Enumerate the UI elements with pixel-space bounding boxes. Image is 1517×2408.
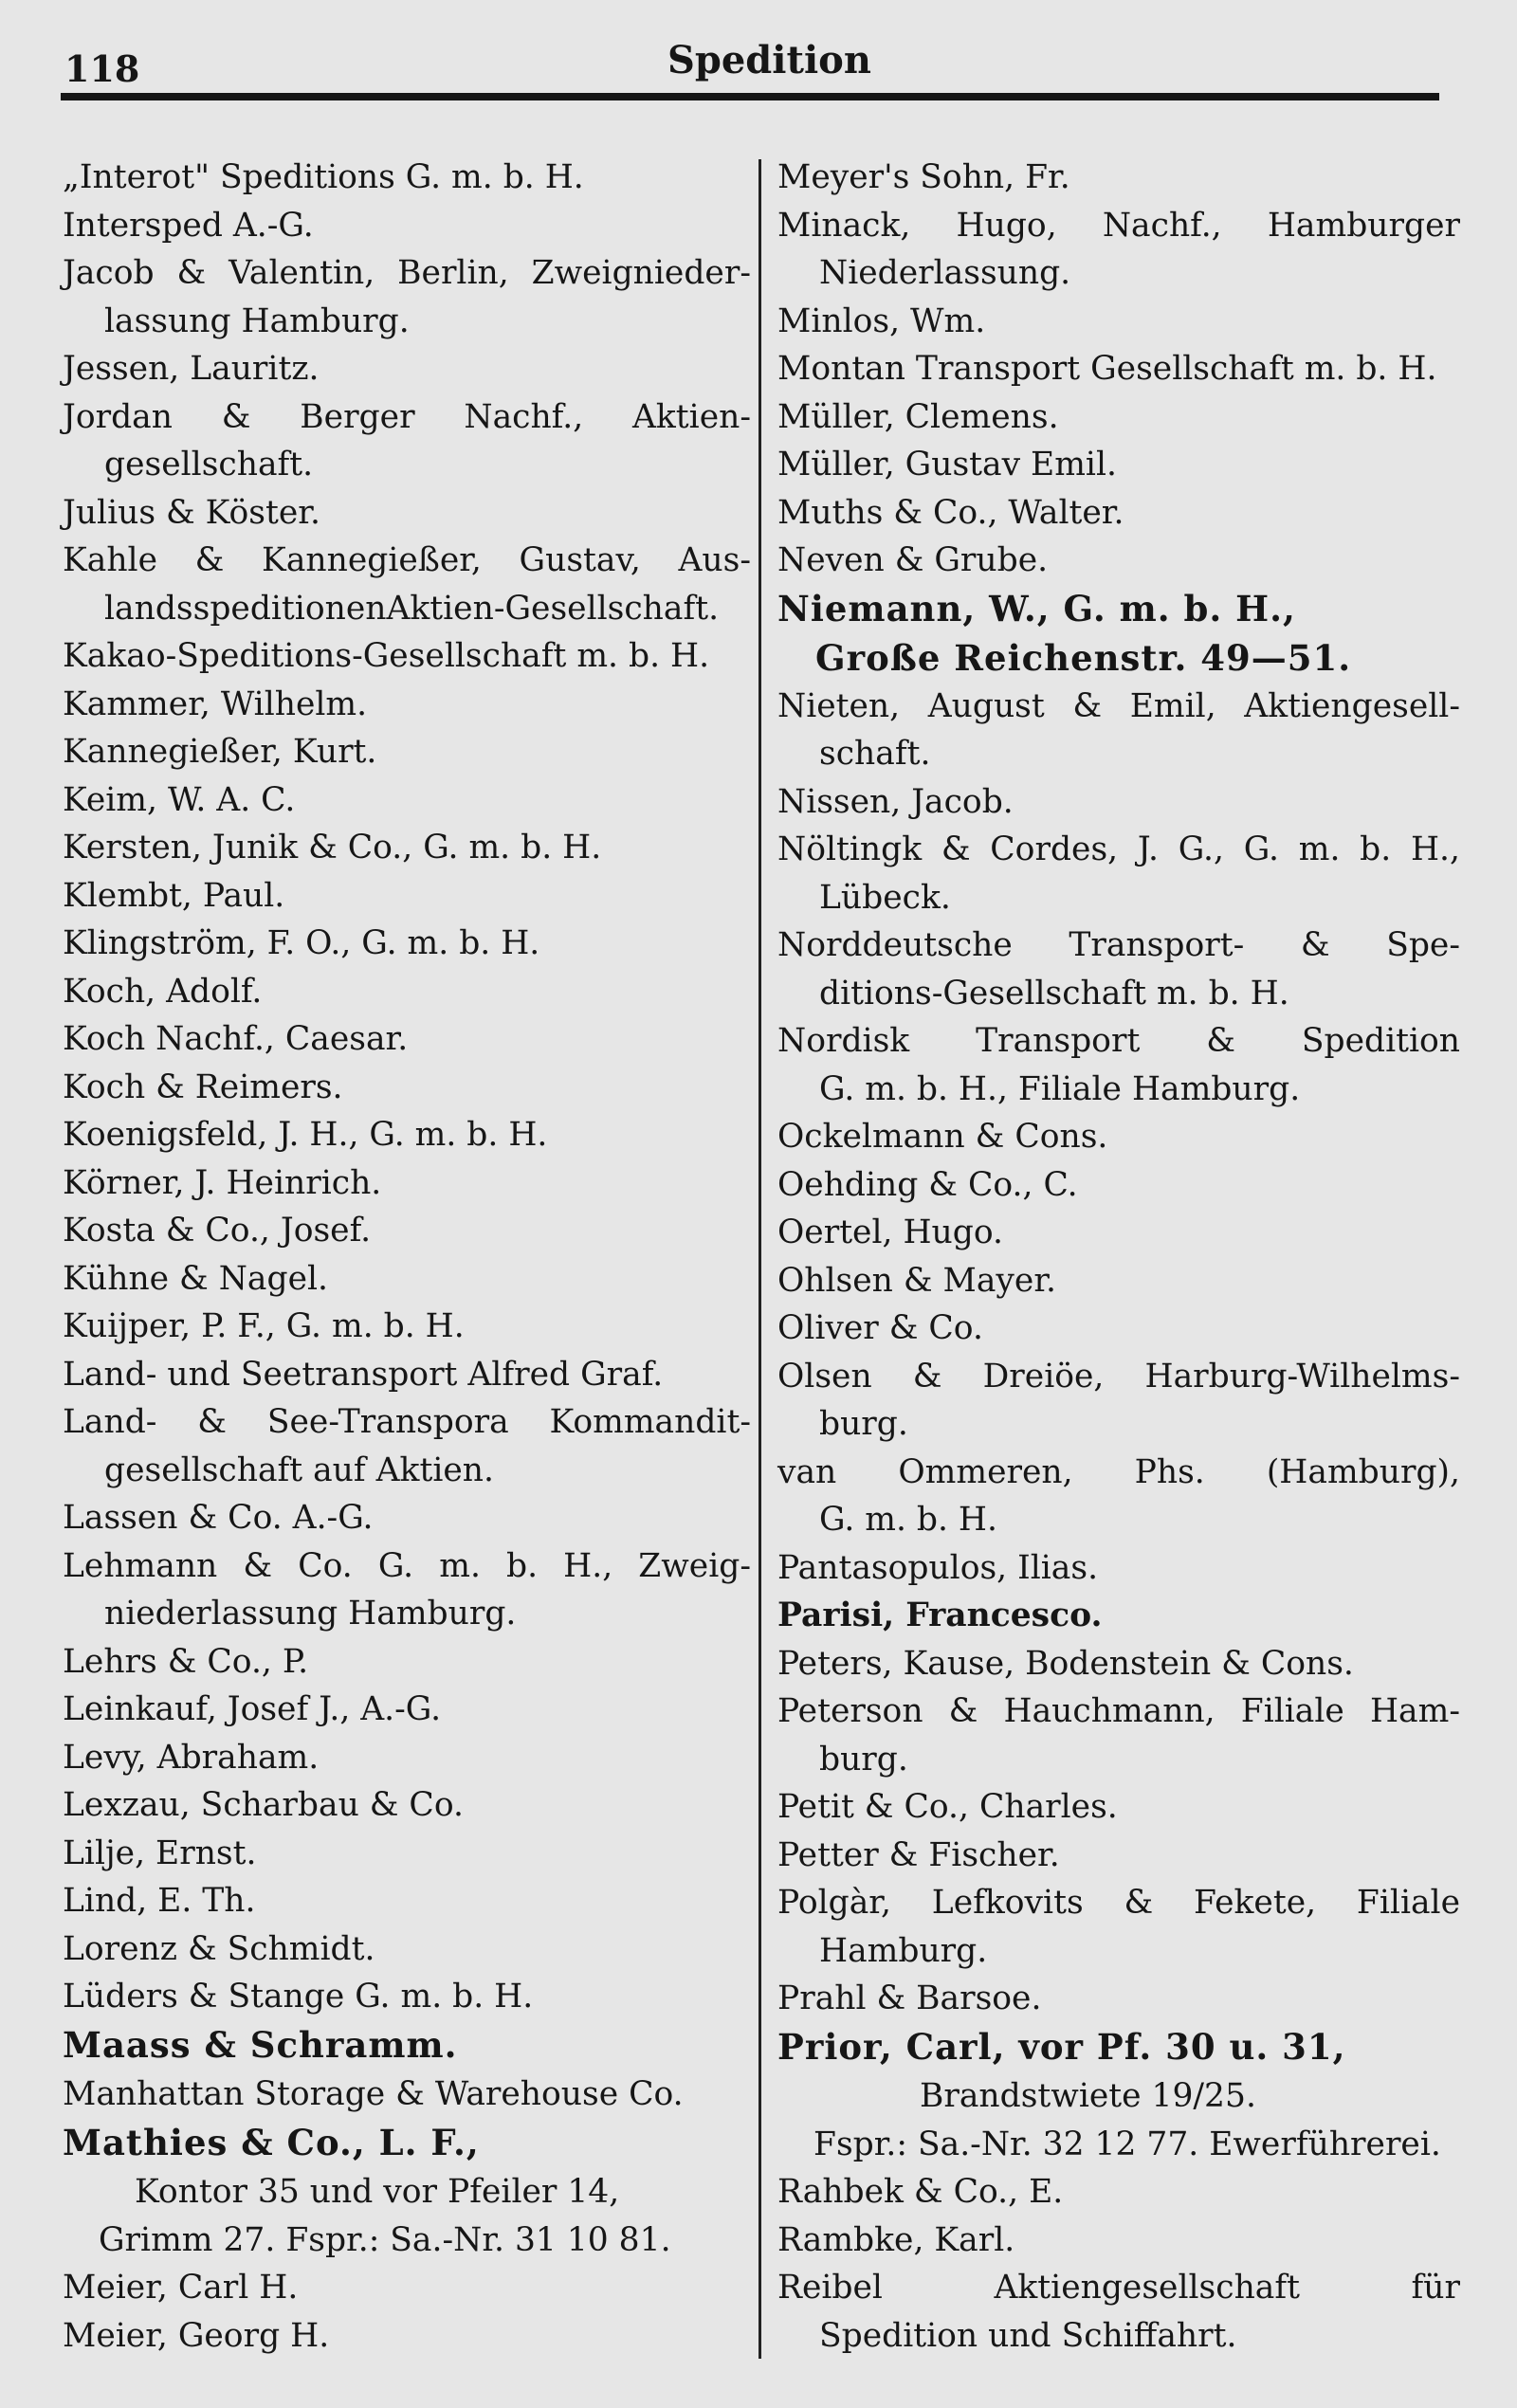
directory-entry <box>63 154 751 202</box>
entry-continuation: burg. <box>819 1405 908 1443</box>
entry-address-line: Brandstwiete 19/25. <box>920 2077 1256 2115</box>
directory-entry <box>63 968 751 1016</box>
directory-entry <box>63 2264 751 2312</box>
directory-entry <box>777 1592 1460 1640</box>
directory-entry <box>63 1877 751 1925</box>
entry-name: Lehrs & Co., P. <box>63 1642 309 1681</box>
directory-entry <box>63 393 751 489</box>
entry-name: Rambke, Karl. <box>777 2220 1015 2259</box>
page-header <box>61 34 1439 100</box>
directory-entry <box>63 1159 751 1208</box>
directory-entry <box>63 1542 751 1638</box>
entry-name: Prior, Carl, vor Pf. 30 u. 31, <box>777 2025 1346 2068</box>
directory-entry <box>63 489 751 538</box>
entry-name: Leinkauf, Josef J., A.-G. <box>63 1690 442 1728</box>
directory-entry <box>63 681 751 729</box>
entry-name: Körner, J. Heinrich. <box>63 1163 382 1202</box>
directory-entry <box>63 1830 751 1878</box>
entry-name: Lexzau, Scharbau & Co. <box>63 1786 464 1824</box>
entry-name: Norddeutsche Transport- & Spe- <box>777 926 1460 964</box>
entry-continuation: schaft. <box>819 735 931 773</box>
entry-name: Land- und Seetransport Alfred Graf. <box>63 1355 664 1394</box>
header-rule <box>61 93 1439 100</box>
directory-entry <box>63 1925 751 1974</box>
directory-entry <box>63 728 751 776</box>
entry-name: Pantasopulos, Ilias. <box>777 1548 1099 1587</box>
directory-entry <box>777 826 1460 921</box>
directory-entry <box>777 585 1460 683</box>
directory-entry <box>63 345 751 393</box>
entry-name: Montan Transport Gesellschaft m. b. H. <box>777 350 1437 388</box>
directory-entry <box>63 1398 751 1494</box>
directory-entry <box>777 2023 1460 2169</box>
directory-entry <box>63 1064 751 1112</box>
entry-name: Niemann, W., G. m. b. H., <box>777 587 1296 629</box>
entry-name: Polgàr, Lefkovits & Fekete, Filiale <box>777 1884 1460 1922</box>
directory-entry <box>777 1449 1460 1544</box>
entry-name: Koch, Adolf. <box>63 972 263 1011</box>
directory-entry <box>777 1879 1460 1975</box>
directory-entry <box>777 1017 1460 1113</box>
entry-name: Müller, Clemens. <box>777 397 1059 436</box>
entry-name: „Interot" Speditions G. m. b. H. <box>63 158 584 196</box>
entry-name: Maass & Schramm. <box>63 2023 458 2066</box>
entry-name: Lassen & Co. A.-G. <box>63 1499 374 1537</box>
entry-name: Klembt, Paul. <box>63 876 285 915</box>
entry-address-line: Grimm 27. Fspr.: Sa.-Nr. 31 10 81. <box>99 2220 671 2259</box>
entry-name: Kammer, Wilhelm. <box>63 684 368 723</box>
directory-entry <box>777 154 1460 202</box>
directory-entry <box>63 2119 751 2265</box>
directory-entry <box>777 2264 1460 2360</box>
directory-entry <box>63 1303 751 1351</box>
entry-continuation: G. m. b. H., Filiale Hamburg. <box>819 1069 1301 1108</box>
directory-entry <box>777 441 1460 489</box>
entry-name: Koch Nachf., Caesar. <box>63 1020 409 1058</box>
directory-entry <box>777 298 1460 346</box>
left-column <box>63 154 751 2360</box>
entry-name: Ohlsen & Mayer. <box>777 1261 1056 1300</box>
directory-entry <box>63 1734 751 1782</box>
directory-entry <box>777 345 1460 393</box>
entry-continuation: niederlassung Hamburg. <box>104 1595 517 1633</box>
entry-name: Kersten, Junik & Co., G. m. b. H. <box>63 829 602 867</box>
section-title: Spedition <box>667 38 871 82</box>
directory-entry <box>63 1255 751 1304</box>
entry-continuation: Spedition und Schiffahrt. <box>819 2316 1237 2355</box>
entry-name: Jessen, Lauritz. <box>63 350 320 388</box>
entry-name: Nöltingk & Cordes, J. G., G. m. b. H., <box>777 830 1460 868</box>
entry-name: Muths & Co., Walter. <box>777 493 1124 532</box>
entry-name: Peterson & Hauchmann, Filiale Ham- <box>777 1692 1460 1730</box>
entry-continuation: Niederlassung. <box>819 254 1071 292</box>
entry-name: Neven & Grube. <box>777 541 1049 579</box>
entry-continuation: G. m. b. H. <box>819 1501 997 1539</box>
directory-entry <box>63 537 751 632</box>
directory-entry <box>63 776 751 825</box>
entry-name: Oliver & Co. <box>777 1309 983 1347</box>
directory-entry <box>777 2168 1460 2216</box>
entry-name: Lorenz & Schmidt. <box>63 1929 375 1968</box>
directory-entry <box>777 1640 1460 1688</box>
entry-name: Nordisk Transport & Spedition <box>777 1022 1460 1060</box>
directory-entry <box>63 1207 751 1255</box>
directory-entry <box>777 1353 1460 1449</box>
entry-name: Minack, Hugo, Nachf., Hamburger <box>777 206 1460 245</box>
directory-entry <box>777 1257 1460 1305</box>
directory-entry <box>777 1161 1460 1210</box>
directory-entry <box>63 1111 751 1159</box>
entry-name: Petter & Fischer. <box>777 1835 1060 1874</box>
entry-name: Oertel, Hugo. <box>777 1213 1003 1251</box>
column-divider <box>758 159 761 2359</box>
entry-address-line: Fspr.: Sa.-Nr. 32 12 77. Ewerführerei. <box>813 2125 1441 2163</box>
entry-name: Kühne & Nagel. <box>63 1259 328 1298</box>
directory-entry <box>63 1351 751 1399</box>
entry-name: Koenigsfeld, J. H., G. m. b. H. <box>63 1116 548 1154</box>
right-column <box>777 154 1460 2360</box>
entry-continuation: gesellschaft auf Aktien. <box>104 1450 494 1489</box>
directory-entry <box>63 1015 751 1064</box>
entry-name: Meier, Georg H. <box>63 2316 330 2355</box>
directory-entry <box>63 632 751 681</box>
page-number: 118 <box>64 47 140 90</box>
directory-entry <box>63 1686 751 1734</box>
entry-name: Müller, Gustav Emil. <box>777 446 1117 483</box>
directory-entry <box>777 1783 1460 1832</box>
directory-entry <box>777 1209 1460 1257</box>
entry-continuation: Lübeck. <box>819 878 951 917</box>
directory-entry <box>63 920 751 968</box>
entry-continuation: burg. <box>819 1740 908 1779</box>
directory-entry <box>63 872 751 921</box>
directory-entry <box>777 1687 1460 1783</box>
directory-entry <box>63 249 751 345</box>
directory-entry <box>777 1832 1460 1880</box>
directory-entry <box>777 537 1460 585</box>
directory-entry <box>63 2312 751 2361</box>
entry-name: Parisi, Francesco. <box>777 1596 1103 1634</box>
directory-entry <box>777 921 1460 1017</box>
directory-entry <box>63 2021 751 2071</box>
entry-address: Große Reichenstr. 49—51. <box>815 637 1352 679</box>
entry-name: Ockelmann & Cons. <box>777 1118 1108 1156</box>
directory-entry <box>777 202 1460 298</box>
directory-entry <box>63 1781 751 1830</box>
directory-entry <box>63 202 751 250</box>
entry-name: Keim, W. A. C. <box>63 780 296 819</box>
directory-entry <box>777 393 1460 442</box>
directory-entry <box>63 1973 751 2021</box>
entry-name: van Ommeren, Phs. (Hamburg), <box>777 1452 1460 1491</box>
entry-name: Mathies & Co., L. F., <box>63 2121 480 2163</box>
entry-name: Koch & Reimers. <box>63 1067 343 1106</box>
entry-name: Intersped A.-G. <box>63 206 314 245</box>
directory-entry <box>777 778 1460 827</box>
entry-name: Kannegießer, Kurt. <box>63 733 377 771</box>
entry-continuation: lassung Hamburg. <box>104 301 410 340</box>
entry-name: Jacob & Valentin, Berlin, Zweignieder- <box>63 254 751 292</box>
entry-name: Levy, Abraham. <box>63 1738 320 1777</box>
entry-name: Petit & Co., Charles. <box>777 1788 1118 1826</box>
entry-name: Klingström, F. O., G. m. b. H. <box>63 924 540 962</box>
entry-address-line: Kontor 35 und vor Pfeiler 14, <box>135 2173 620 2211</box>
directory-entry <box>777 1304 1460 1353</box>
entry-name: Reibel Aktiengesellschaft für <box>777 2269 1460 2307</box>
entry-name: Kuijper, P. F., G. m. b. H. <box>63 1307 465 1345</box>
entry-name: Kosta & Co., Josef. <box>63 1212 372 1250</box>
directory-entry <box>777 1544 1460 1593</box>
entry-name: Julius & Köster. <box>63 493 320 532</box>
directory-entry <box>63 824 751 872</box>
entry-name: Nieten, August & Emil, Aktiengesell- <box>777 686 1460 725</box>
directory-entry <box>777 1975 1460 2023</box>
entry-name: Manhattan Storage & Warehouse Co. <box>63 2075 684 2113</box>
entry-continuation: ditions-Gesellschaft m. b. H. <box>819 974 1289 1012</box>
entry-name: Meyer's Sohn, Fr. <box>777 158 1070 196</box>
directory-entry <box>777 489 1460 538</box>
entry-name: Lind, E. Th. <box>63 1882 256 1920</box>
entry-name: Lüders & Stange G. m. b. H. <box>63 1978 534 2016</box>
entry-name: Rahbek & Co., E. <box>777 2173 1064 2211</box>
entry-name: Land- & See-Transpora Kommandit- <box>63 1403 751 1441</box>
directory-entry <box>63 2071 751 2119</box>
entry-continuation: landsspeditionenAktien-Gesellschaft. <box>104 589 720 628</box>
entry-name: Meier, Carl H. <box>63 2269 299 2307</box>
directory-entry <box>777 1113 1460 1161</box>
directory-entry <box>777 683 1460 778</box>
entry-name: Minlos, Wm. <box>777 301 986 340</box>
directory-entry <box>63 1638 751 1687</box>
entry-name: Jordan & Berger Nachf., Aktien- <box>63 397 751 436</box>
entry-name: Lehmann & Co. G. m. b. H., Zweig- <box>63 1546 751 1585</box>
entry-name: Olsen & Dreiöe, Harburg-Wilhelms- <box>777 1357 1460 1396</box>
entry-name: Kahle & Kannegießer, Gustav, Aus- <box>63 541 751 579</box>
directory-entry <box>63 1494 751 1542</box>
entry-name: Kakao-Speditions-Gesellschaft m. b. H. <box>63 637 710 675</box>
directory-entry <box>777 2216 1460 2265</box>
entry-name: Nissen, Jacob. <box>777 782 1014 821</box>
entry-name: Oehding & Co., C. <box>777 1165 1078 1204</box>
entry-name: Lilje, Ernst. <box>63 1833 257 1872</box>
entry-name: Peters, Kause, Bodenstein & Cons. <box>777 1644 1354 1683</box>
entry-continuation: gesellschaft. <box>104 446 314 483</box>
entry-name: Prahl & Barsoe. <box>777 1979 1042 2017</box>
entry-continuation: Hamburg. <box>819 1931 988 1970</box>
